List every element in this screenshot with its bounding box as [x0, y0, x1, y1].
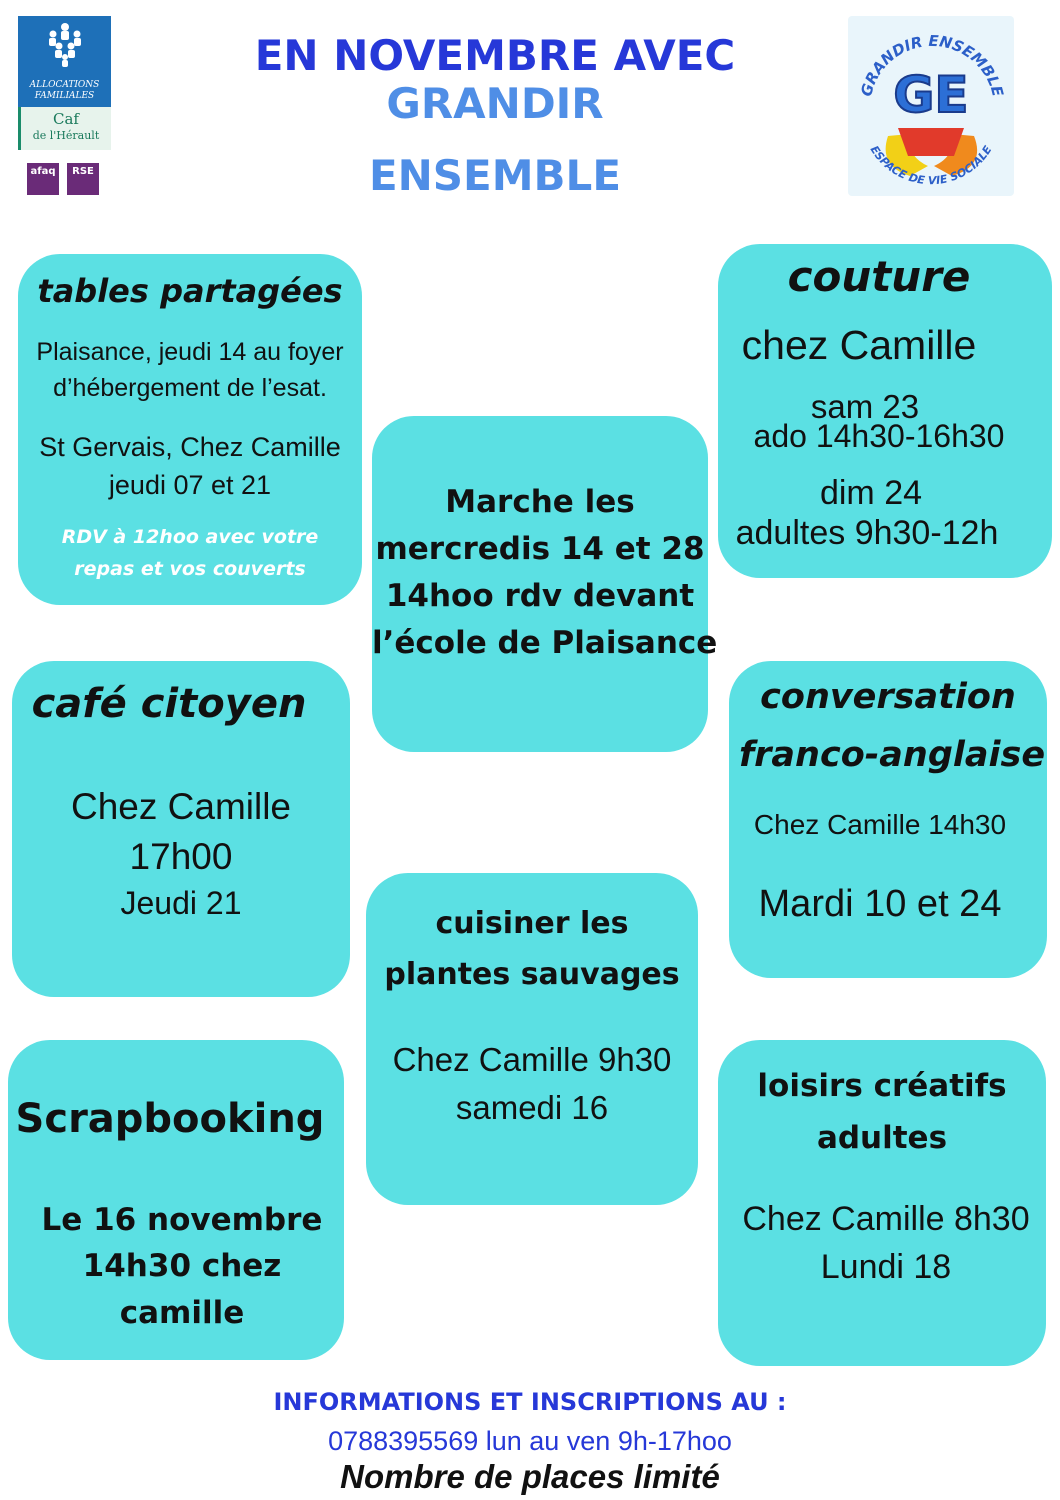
card-line: l’école de Plaisance — [372, 625, 718, 661]
card-conversation — [729, 661, 1047, 978]
card-title: tables partagées — [37, 272, 343, 310]
card-line: adultes 9h30-12h — [735, 514, 999, 552]
card-line: Chez Camille 9h30 — [392, 1041, 672, 1078]
footer-info: INFORMATIONS ET INSCRIPTIONS AU : — [273, 1388, 787, 1416]
card-line: Le 16 novembre — [41, 1202, 323, 1238]
card-scrapbooking — [8, 1040, 344, 1360]
caf-line2: FAMILIALES — [34, 91, 95, 101]
caf-line4: de l'Hérault — [32, 129, 100, 142]
card-line: d’hébergement de l’esat. — [53, 374, 327, 402]
title-part2: GRANDIR — [386, 79, 604, 128]
card-line: Jeudi 21 — [120, 885, 242, 921]
card-line: Chez Camille 14h30 — [753, 809, 1007, 840]
card-line: St Gervais, Chez Camille — [39, 432, 341, 462]
card-line: 14hoo rdv devant — [385, 578, 695, 614]
card-line: Plaisance, jeudi 14 au foyer — [36, 338, 344, 366]
caf-line1: ALLOCATIONS — [29, 80, 100, 90]
card-line: Chez Camille — [70, 786, 291, 827]
red-heart-icon — [898, 128, 964, 156]
card-line: jeudi 07 et 21 — [108, 470, 272, 500]
card-title: Scrapbooking — [15, 1096, 325, 1142]
card-couture — [718, 244, 1052, 578]
card-line: 17h00 — [129, 836, 233, 877]
card-cafe-citoyen — [12, 661, 350, 997]
card-title: adultes — [816, 1120, 948, 1156]
card-line: Mardi 10 et 24 — [758, 883, 1002, 925]
footer-phone: 0788395569 lun au ven 9h-17hoo — [328, 1426, 732, 1456]
caf-family-icon — [42, 22, 88, 68]
page-title — [150, 32, 840, 200]
afaq-badge: afaq — [27, 163, 59, 195]
card-tables-partagees — [18, 254, 362, 605]
card-line: Lundi 18 — [820, 1248, 952, 1286]
card-line: mercredis 14 et 28 — [375, 531, 705, 567]
card-note: repas et vos couverts — [74, 558, 306, 580]
caf-line3: Caf — [53, 110, 79, 128]
card-line: sam 23 — [810, 388, 920, 425]
card-title: cuisiner les — [435, 906, 629, 941]
ge-bottom-text: ESPACE DE VIE SOCIALE — [867, 143, 995, 188]
card-title: conversation — [760, 677, 1016, 717]
card-loisirs — [718, 1040, 1046, 1366]
grandir-ensemble-logo — [848, 16, 1014, 196]
card-title: couture — [787, 252, 971, 301]
card-line: dim 24 — [819, 474, 923, 512]
rse-badge: RSE — [67, 163, 99, 195]
card-line: ado 14h30-16h30 — [753, 418, 1005, 454]
title-line2: ENSEMBLE — [368, 151, 622, 200]
footer-limit: Nombre de places limité — [340, 1458, 720, 1495]
card-line: 14h30 chez — [82, 1248, 282, 1284]
title-part1: EN NOVEMBRE AVEC — [254, 31, 736, 80]
card-line: samedi 16 — [455, 1089, 609, 1126]
ge-initials: GE — [893, 66, 969, 124]
card-cuisiner — [366, 873, 698, 1205]
card-line: Chez Camille 8h30 — [742, 1200, 1030, 1238]
caf-logo — [18, 16, 111, 150]
card-title: franco-anglaise — [738, 735, 1046, 775]
card-line: camille — [119, 1295, 245, 1331]
certification-badges — [27, 163, 107, 195]
card-marche — [372, 416, 718, 752]
card-line: Marche les — [445, 484, 635, 520]
card-title: café citoyen — [31, 681, 307, 727]
card-line: chez Camille — [741, 322, 977, 368]
ge-top-text: GRANDIR ENSEMBLE — [857, 31, 1007, 99]
card-note: RDV à 12hoo avec votre — [61, 526, 319, 548]
card-title: plantes sauvages — [384, 957, 680, 992]
card-title: loisirs créatifs — [757, 1068, 1007, 1104]
